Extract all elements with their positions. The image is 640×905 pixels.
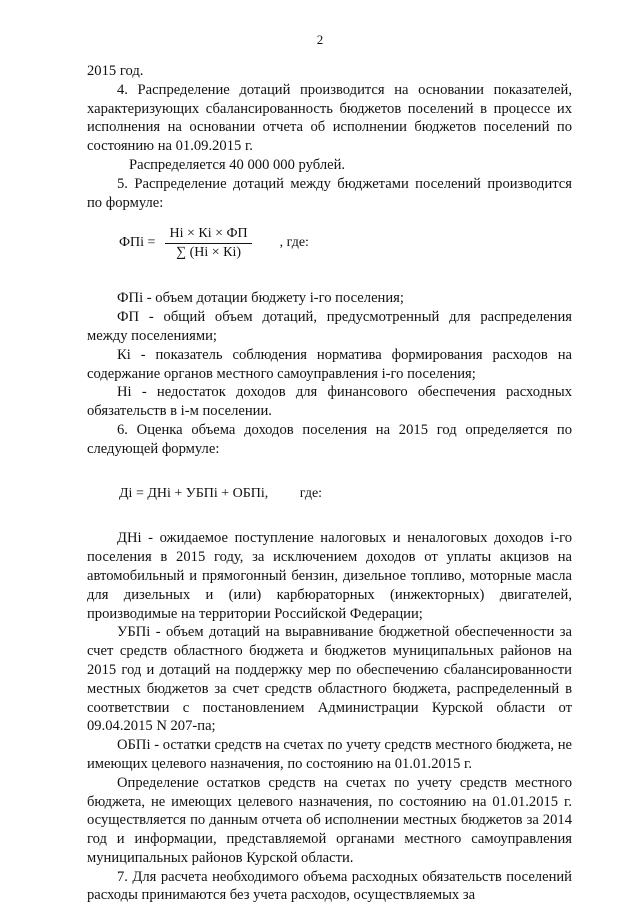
definition-fp-i: ФПi - объем дотации бюджету i-го поселения;: [117, 290, 404, 307]
formula-denominator: ∑ (Нi × Кi): [176, 245, 242, 261]
formula-fraction: [165, 226, 251, 261]
paragraph-year: 2015 год.: [87, 63, 144, 79]
formula-numerator: Нi × Кi × ФП: [165, 226, 251, 244]
paragraph-balances: Определение остатков средств на счетах по учету средств местного бюджета, не имеющих целевого назначения, по состоянию на 01.01.2015 г. осуществляется по данным отчета об исполнении местных бюджетов за 2014 год и информации, представляемой органами местного самоуправления муниципальных районов Курской области.: [87, 774, 572, 866]
formula-subsidy: [119, 226, 572, 261]
document-body: [87, 62, 572, 905]
definition-k: Кi - показатель соблюдения норматива формирования расходов на содержание органов местного самоуправления i-го поселения;: [87, 346, 572, 382]
formula-lhs: ФПi =: [119, 235, 156, 251]
formula-income-expression: Дi = ДНi + УБПi + ОБПi,: [119, 485, 269, 501]
page-number: 2: [316, 32, 324, 47]
paragraph-7: 7. Для расчета необходимого объема расходных обязательств поселений расходы принимаются без учета расходов, осуществляемых за: [87, 868, 572, 904]
definition-dn: ДНi - ожидаемое поступление налоговых и неналоговых доходов i-го поселения в 2015 году, за исключением доходов от уплаты акцизов на автомобильный и прямогонный бензин, дизельное топливо, моторные масла для дизельных и (или) карбюраторных (инжекторных) двигателей, производимые на территории Российской Федерации;: [87, 530, 572, 622]
formula-income: [119, 485, 572, 504]
paragraph-6: 6. Оценка объема доходов поселения на 2015 год определяется по следующей формуле:: [87, 421, 572, 457]
formula-where: , где:: [279, 235, 309, 251]
definition-fp: ФП - общий объем дотаций, предусмотренный для распределения между поселениями;: [87, 309, 572, 344]
formula-income-where: где:: [299, 485, 323, 501]
definition-n: Нi - недостаток доходов для финансового обеспечения расходных обязательств в i-м поселении.: [87, 384, 572, 420]
definition-ubp: УБПi - объем дотаций на выравнивание бюджетной обеспеченности за счет средств областного бюджета и бюджетов муниципальных районов на 2015 год и дотаций на поддержку мер по обеспечению сбалансированности местных бюджетов за счет средств областного бюджета, распределенный в соответствии с постановлением Администрации Курской области от 09.04.2015 N 207-па;: [87, 624, 572, 735]
definition-obp: ОБПi - остатки средств на счетах по учету средств местного бюджета, не имеющих целевого назначения, по состоянию на 01.01.2015 г.: [87, 737, 572, 772]
paragraph-4: 4. Распределение дотаций производится на основании показателей, характеризующих сбалансированность бюджетов поселений в процессе их исполнения на основании отчета об исполнении бюджетов поселений по состоянию на 01.09.2015 г.: [87, 81, 572, 155]
paragraph-amount: Распределяется 40 000 000 рублей.: [129, 156, 346, 173]
paragraph-5: 5. Распределение дотаций между бюджетами поселений производится по формуле:: [87, 175, 572, 211]
